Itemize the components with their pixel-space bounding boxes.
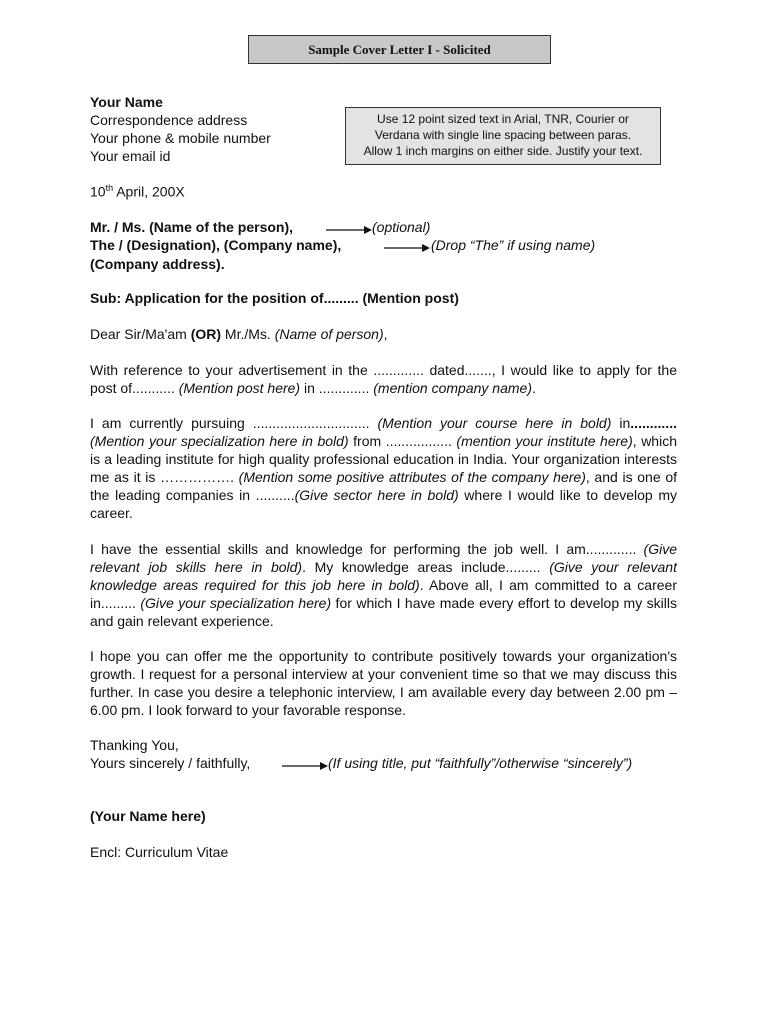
arrow-icon: [384, 243, 430, 253]
text-run: I have the essential skills and knowledge for performing the job well. I am.............: [90, 541, 644, 557]
subject-text: : Application for the position of......... (Mention post): [116, 290, 459, 306]
text-run: from .................: [348, 433, 457, 449]
recipient-designation: The / (Designation), (Company name),: [90, 237, 342, 253]
salutation-name: (Name of person): [274, 326, 384, 342]
paragraph-skills: [90, 540, 677, 630]
paragraph-education: [90, 414, 677, 522]
recipient-name-note: (optional): [372, 219, 431, 235]
text-run: in: [611, 415, 631, 431]
placeholder-run: (Give sector here in bold): [294, 487, 459, 503]
text-run: I am currently pursuing ..............................: [90, 415, 378, 431]
salutation: [90, 326, 388, 342]
placeholder-run: (Give relevant job skills here in bold): [90, 541, 677, 575]
text-run: , and is one of the leading companies in ..........: [90, 469, 677, 503]
recipient-designation-note: (Drop “The” if using name): [431, 237, 596, 253]
text-run: With reference to your advertisement in the ............. dated......., I would like to apply for the post of...........: [90, 362, 677, 396]
recipient-address: (Company address).: [90, 256, 225, 272]
paragraph-reference: [90, 361, 677, 397]
note-line: Allow 1 inch margins on either side. Justify your text.: [363, 144, 643, 158]
placeholder-run: (mention company name): [373, 380, 532, 396]
text-run: . Above all, I am committed to a career in.........: [90, 577, 677, 611]
placeholder-run: (mention your institute here): [456, 433, 633, 449]
sender-address: Correspondence address: [90, 112, 248, 128]
bold-run: ............: [630, 415, 677, 431]
note-line: Use 12 point sized text in Arial, TNR, Courier or: [377, 112, 629, 126]
arrow-icon: [282, 761, 328, 771]
text-run: , which is a leading institute for high quality professional education in India. Your organization interests me as it is …………….: [90, 433, 677, 485]
subject-line: [90, 290, 459, 306]
date-day: 10: [90, 183, 106, 200]
salutation-or: (OR): [190, 326, 222, 342]
text-run: .: [532, 380, 536, 396]
enclosure-line: Encl: Curriculum Vitae: [90, 844, 229, 860]
text-run: . My knowledge areas include.........: [302, 559, 550, 575]
note-line: Verdana with single line spacing between paras.: [374, 128, 632, 142]
text-run: in .............: [300, 380, 374, 396]
text-run: for which I have made every effort to develop my skills and gain relevant experience.: [90, 595, 677, 629]
placeholder-run: (Mention post here): [178, 380, 301, 396]
formatting-note-box: [345, 107, 661, 165]
closing-yours: Yours sincerely / faithfully,: [90, 755, 251, 771]
placeholder-run: (Give your relevant knowledge areas required for this job here in bold): [90, 559, 677, 593]
closing-note: (If using title, put “faithfully”/otherwise “sincerely”): [328, 755, 633, 771]
placeholder-run: (Mention your course here in bold): [377, 415, 612, 431]
sender-name: Your Name: [90, 94, 163, 110]
date-suffix: th: [105, 183, 114, 193]
letter-date: [90, 183, 185, 200]
paragraph-request: I hope you can offer me the opportunity to contribute positively towards your organization's growth. I request for a personal interview at your convenient time so that we may discuss this further. In case you desire a telephonic interview, I am available every day between 2.00 pm – 6.00 pm. I look forward to your favorable response.: [90, 648, 677, 718]
subject-label: Sub: [90, 290, 117, 306]
recipient-name: Mr. / Ms. (Name of the person),: [90, 219, 294, 235]
placeholder-run: (Mention your specialization here in bold): [90, 433, 349, 449]
sender-email: Your email id: [90, 148, 171, 164]
salutation-part: ,: [383, 326, 388, 342]
salutation-part: Dear Sir/Ma'am: [90, 326, 191, 342]
placeholder-run: (Give your specialization here): [140, 595, 332, 611]
text-run: where I would like to develop my career.: [90, 487, 677, 521]
document-title: Sample Cover Letter I - Solicited: [248, 35, 551, 64]
date-rest: April, 200X: [113, 183, 185, 200]
placeholder-run: (Mention some positive attributes of the company here): [238, 469, 586, 485]
arrow-icon: [326, 225, 372, 235]
salutation-part: Mr./Ms.: [221, 326, 275, 342]
sender-phone: Your phone & mobile number: [90, 130, 271, 146]
closing-thanks: Thanking You,: [90, 737, 179, 753]
signature-name: (Your Name here): [90, 808, 206, 824]
